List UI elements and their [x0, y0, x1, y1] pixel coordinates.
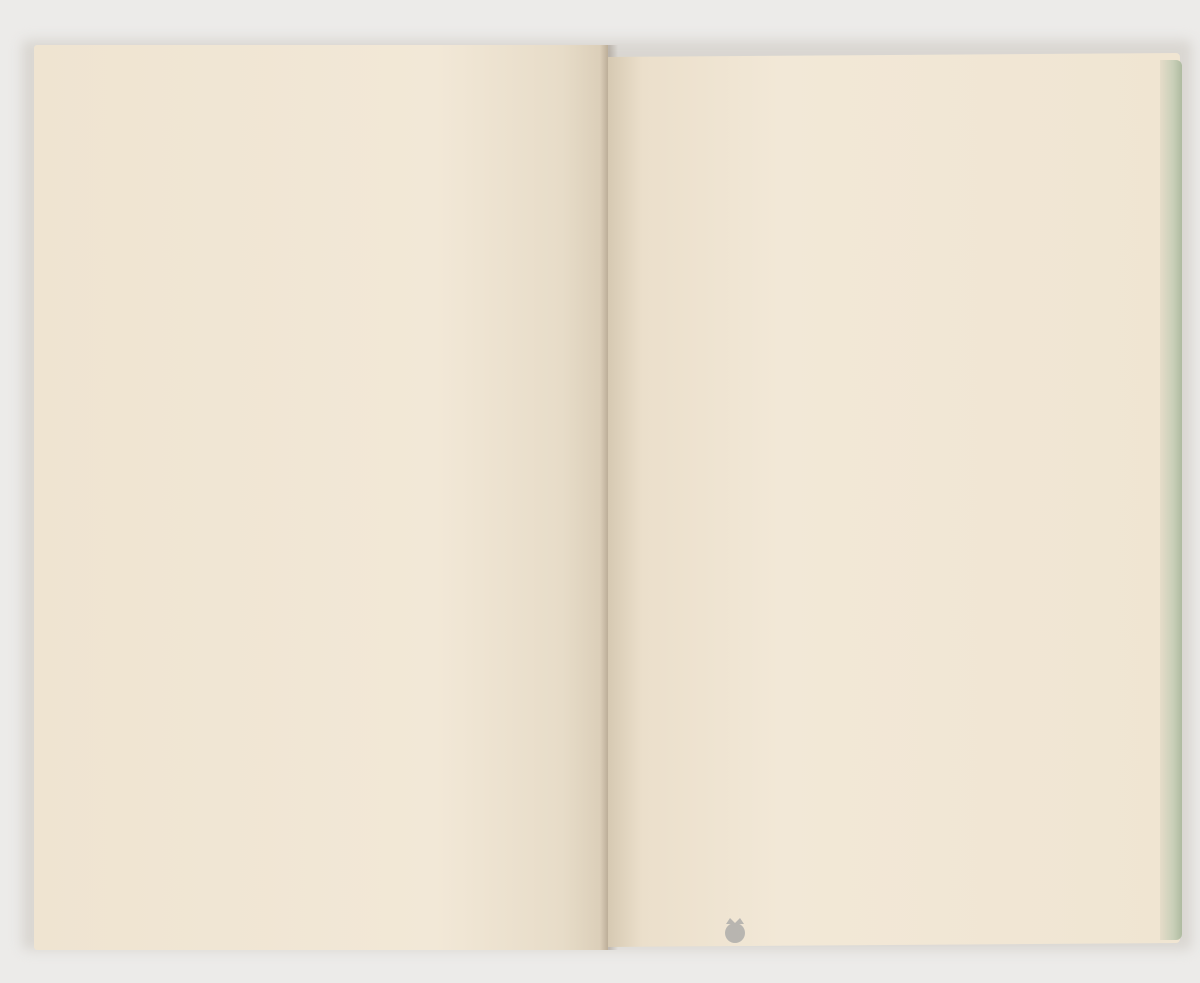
right-continued-text — [678, 158, 1078, 161]
right-paragraph-dual-bath — [678, 212, 1078, 215]
right-page — [608, 53, 1180, 947]
page-edges — [1160, 60, 1182, 940]
right-paragraph-intro — [678, 562, 1078, 565]
left-page — [34, 45, 608, 950]
right-paragraph-single-bath — [678, 834, 1078, 837]
right-paragraph-calfskins — [678, 634, 1078, 637]
